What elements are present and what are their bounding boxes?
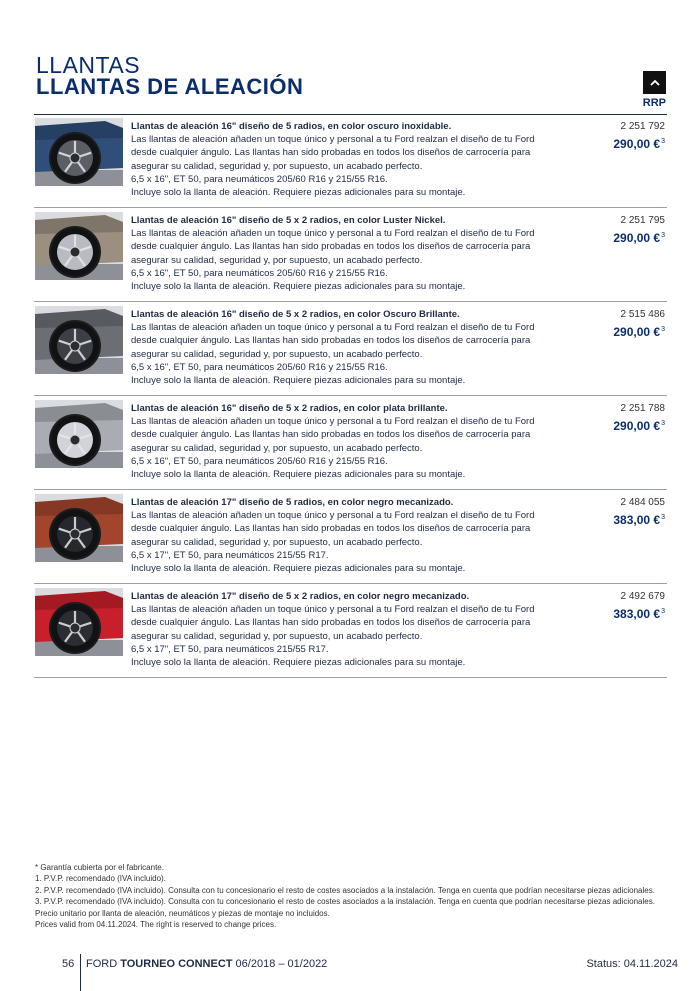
product-image	[35, 400, 123, 468]
product-description	[131, 308, 561, 387]
product-note: Incluye solo la llanta de aleación. Requiere piezas adicionales para su montaje.	[131, 375, 466, 387]
product-text: Las llantas de aleación añaden un toque único y personal a tu Ford realzan el diseño de tu Ford desde cualquier ángulo. Las llantas han sido probadas en todos los diseños de carrocería para asegurar su calidad, seguridad y, por supuesto, un acabado perfecto.	[131, 416, 535, 454]
product-description	[131, 214, 561, 293]
model-name: TOURNEO CONNECT	[120, 958, 233, 970]
product-note: Incluye solo la llanta de aleación. Requiere piezas adicionales para su montaje.	[131, 187, 466, 199]
product-note: Incluye solo la llanta de aleación. Requiere piezas adicionales para su montaje.	[131, 469, 466, 481]
product-text: Las llantas de aleación añaden un toque único y personal a tu Ford realzan el diseño de tu Ford desde cualquier ángulo. Las llantas han sido probadas en todos los diseños de carrocería para asegurar su calidad, seguridad y, por supuesto, un acabado perfecto.	[131, 604, 535, 642]
car-wheel-illustration	[35, 212, 123, 280]
product-description	[131, 496, 561, 575]
rrp-header: RRP	[642, 97, 666, 109]
product-price: 383,00 €$^3$	[613, 607, 665, 621]
price-column	[613, 496, 665, 528]
car-wheel-illustration	[35, 400, 123, 468]
footer-divider	[80, 954, 81, 991]
footnote-ref: 3	[661, 608, 665, 615]
footnote: * Garantía cubierta por el fabricante.	[35, 863, 164, 872]
price-column	[613, 214, 665, 246]
product-code: 2 515 486	[620, 309, 665, 320]
product-price: 290,00 €$^3$	[613, 231, 665, 245]
scroll-top-button[interactable]	[643, 71, 666, 94]
model-period: 06/2018 – 01/2022	[235, 958, 328, 970]
product-row	[34, 305, 667, 396]
product-code: 2 251 792	[620, 121, 665, 132]
product-note: Incluye solo la llanta de aleación. Requiere piezas adicionales para su montaje.	[131, 657, 466, 669]
product-row	[34, 493, 667, 584]
product-image	[35, 118, 123, 186]
footnote-ref: 3	[661, 232, 665, 239]
product-price: 290,00 €$^3$	[613, 419, 665, 433]
footnote-ref: 3	[661, 420, 665, 427]
product-title: Llantas de aleación 16" diseño de 5 x 2 radios, en color Luster Nickel.	[131, 215, 446, 226]
status-date: Status: 04.11.2024	[586, 958, 678, 970]
page-footer	[0, 954, 700, 974]
product-title: Llantas de aleación 17" diseño de 5 x 2 radios, en color negro mecanizado.	[131, 591, 470, 602]
product-description	[131, 402, 561, 481]
product-row	[34, 211, 667, 302]
footnote: 2. P.V.P. recomendado (IVA incluido). Consulta con tu concesionario el resto de costes asociados a la instalación. Tenga en cuenta que podrían necesitarse piezas adicionales.	[35, 885, 655, 895]
product-image	[35, 306, 123, 374]
footnote-ref: 3	[661, 138, 665, 145]
product-text: Las llantas de aleación añaden un toque único y personal a tu Ford realzan el diseño de tu Ford desde cualquier ángulo. Las llantas han sido probadas en todos los diseños de carrocería para asegurar su calidad, seguridad y, por supuesto, un acabado perfecto.	[131, 228, 535, 266]
product-note: Incluye solo la llanta de aleación. Requiere piezas adicionales para su montaje.	[131, 281, 466, 293]
model-line	[86, 958, 327, 970]
product-image	[35, 212, 123, 280]
footnote: 1. P.V.P. recomendado (IVA incluido).	[35, 874, 166, 884]
category-title: LLANTAS	[36, 52, 141, 78]
product-image	[35, 494, 123, 562]
price-column	[613, 590, 665, 622]
page-number: 56	[62, 958, 75, 970]
price-column	[613, 402, 665, 434]
product-spec: 6,5 x 17", ET 50, para neumáticos 215/55 R17.	[131, 549, 329, 561]
product-spec: 6,5 x 16", ET 50, para neumáticos 205/60 R16 y 215/55 R16.	[131, 173, 388, 185]
price-column	[613, 308, 665, 340]
footnote-ref: 3	[661, 514, 665, 521]
footnote: 3. P.V.P. recomendado (IVA incluido). Consulta con tu concesionario el resto de costes asociados a la instalación. Tenga en cuenta que podrían necesitarse piezas adicionales. Precio unitario por llanta de aleación, neumáticos y piezas de montaje no incluidos.	[35, 897, 655, 918]
subcategory-title: LLANTAS DE ALEACIÓN	[36, 74, 304, 99]
product-row	[34, 117, 667, 208]
car-wheel-illustration	[35, 494, 123, 562]
product-spec: 6,5 x 16", ET 50, para neumáticos 205/60 R16 y 215/55 R16.	[131, 361, 388, 373]
product-title: Llantas de aleación 16" diseño de 5 x 2 radios, en color plata brillante.	[131, 403, 448, 414]
product-description	[131, 120, 561, 199]
product-text: Las llantas de aleación añaden un toque único y personal a tu Ford realzan el diseño de tu Ford desde cualquier ángulo. Las llantas han sido probadas en todos los diseños de carrocería para asegurar su calidad, seguridad y, por supuesto, un acabado perfecto.	[131, 510, 535, 548]
car-wheel-illustration	[35, 306, 123, 374]
product-price: 383,00 €$^3$	[613, 513, 665, 527]
product-spec: 6,5 x 16", ET 50, para neumáticos 205/60 R16 y 215/55 R16.	[131, 455, 388, 467]
product-spec: 6,5 x 17", ET 50, para neumáticos 215/55 R17.	[131, 643, 329, 655]
car-wheel-illustration	[35, 588, 123, 656]
footnote-ref: 3	[661, 326, 665, 333]
footnotes	[35, 862, 665, 930]
price-column	[613, 120, 665, 152]
product-row	[34, 587, 667, 678]
product-price: 290,00 €$^3$	[613, 137, 665, 151]
brand-name: FORD	[86, 958, 118, 970]
product-code: 2 484 055	[620, 497, 665, 508]
chevron-up-icon	[650, 79, 660, 86]
product-text: Las llantas de aleación añaden un toque único y personal a tu Ford realzan el diseño de tu Ford desde cualquier ángulo. Las llantas han sido probadas en todos los diseños de carrocería para asegurar su calidad, seguridad y, por supuesto, un acabado perfecto.	[131, 322, 535, 360]
car-wheel-illustration	[35, 118, 123, 186]
product-title: Llantas de aleación 16" diseño de 5 radios, en color oscuro inoxidable.	[131, 121, 452, 132]
product-code: 2 251 788	[620, 403, 665, 414]
product-spec: 6,5 x 16", ET 50, para neumáticos 205/60 R16 y 215/55 R16.	[131, 267, 388, 279]
product-note: Incluye solo la llanta de aleación. Requiere piezas adicionales para su montaje.	[131, 563, 466, 575]
product-title: Llantas de aleación 16" diseño de 5 x 2 radios, en color Oscuro Brillante.	[131, 309, 460, 320]
footnote: Prices valid from 04.11.2024. The right is reserved to change prices.	[35, 920, 277, 930]
product-row	[34, 399, 667, 490]
product-list	[34, 117, 667, 681]
product-title: Llantas de aleación 17" diseño de 5 radios, en color negro mecanizado.	[131, 497, 454, 508]
product-price: 290,00 €$^3$	[613, 325, 665, 339]
product-image	[35, 588, 123, 656]
product-description	[131, 590, 561, 669]
product-text: Las llantas de aleación añaden un toque único y personal a tu Ford realzan el diseño de tu Ford desde cualquier ángulo. Las llantas han sido probadas en todos los diseños de carrocería para asegurar su calidad, seguridad y, por supuesto, un acabado perfecto.	[131, 134, 535, 172]
product-code: 2 251 795	[620, 215, 665, 226]
product-code: 2 492 679	[620, 591, 665, 602]
header-divider	[34, 114, 667, 115]
